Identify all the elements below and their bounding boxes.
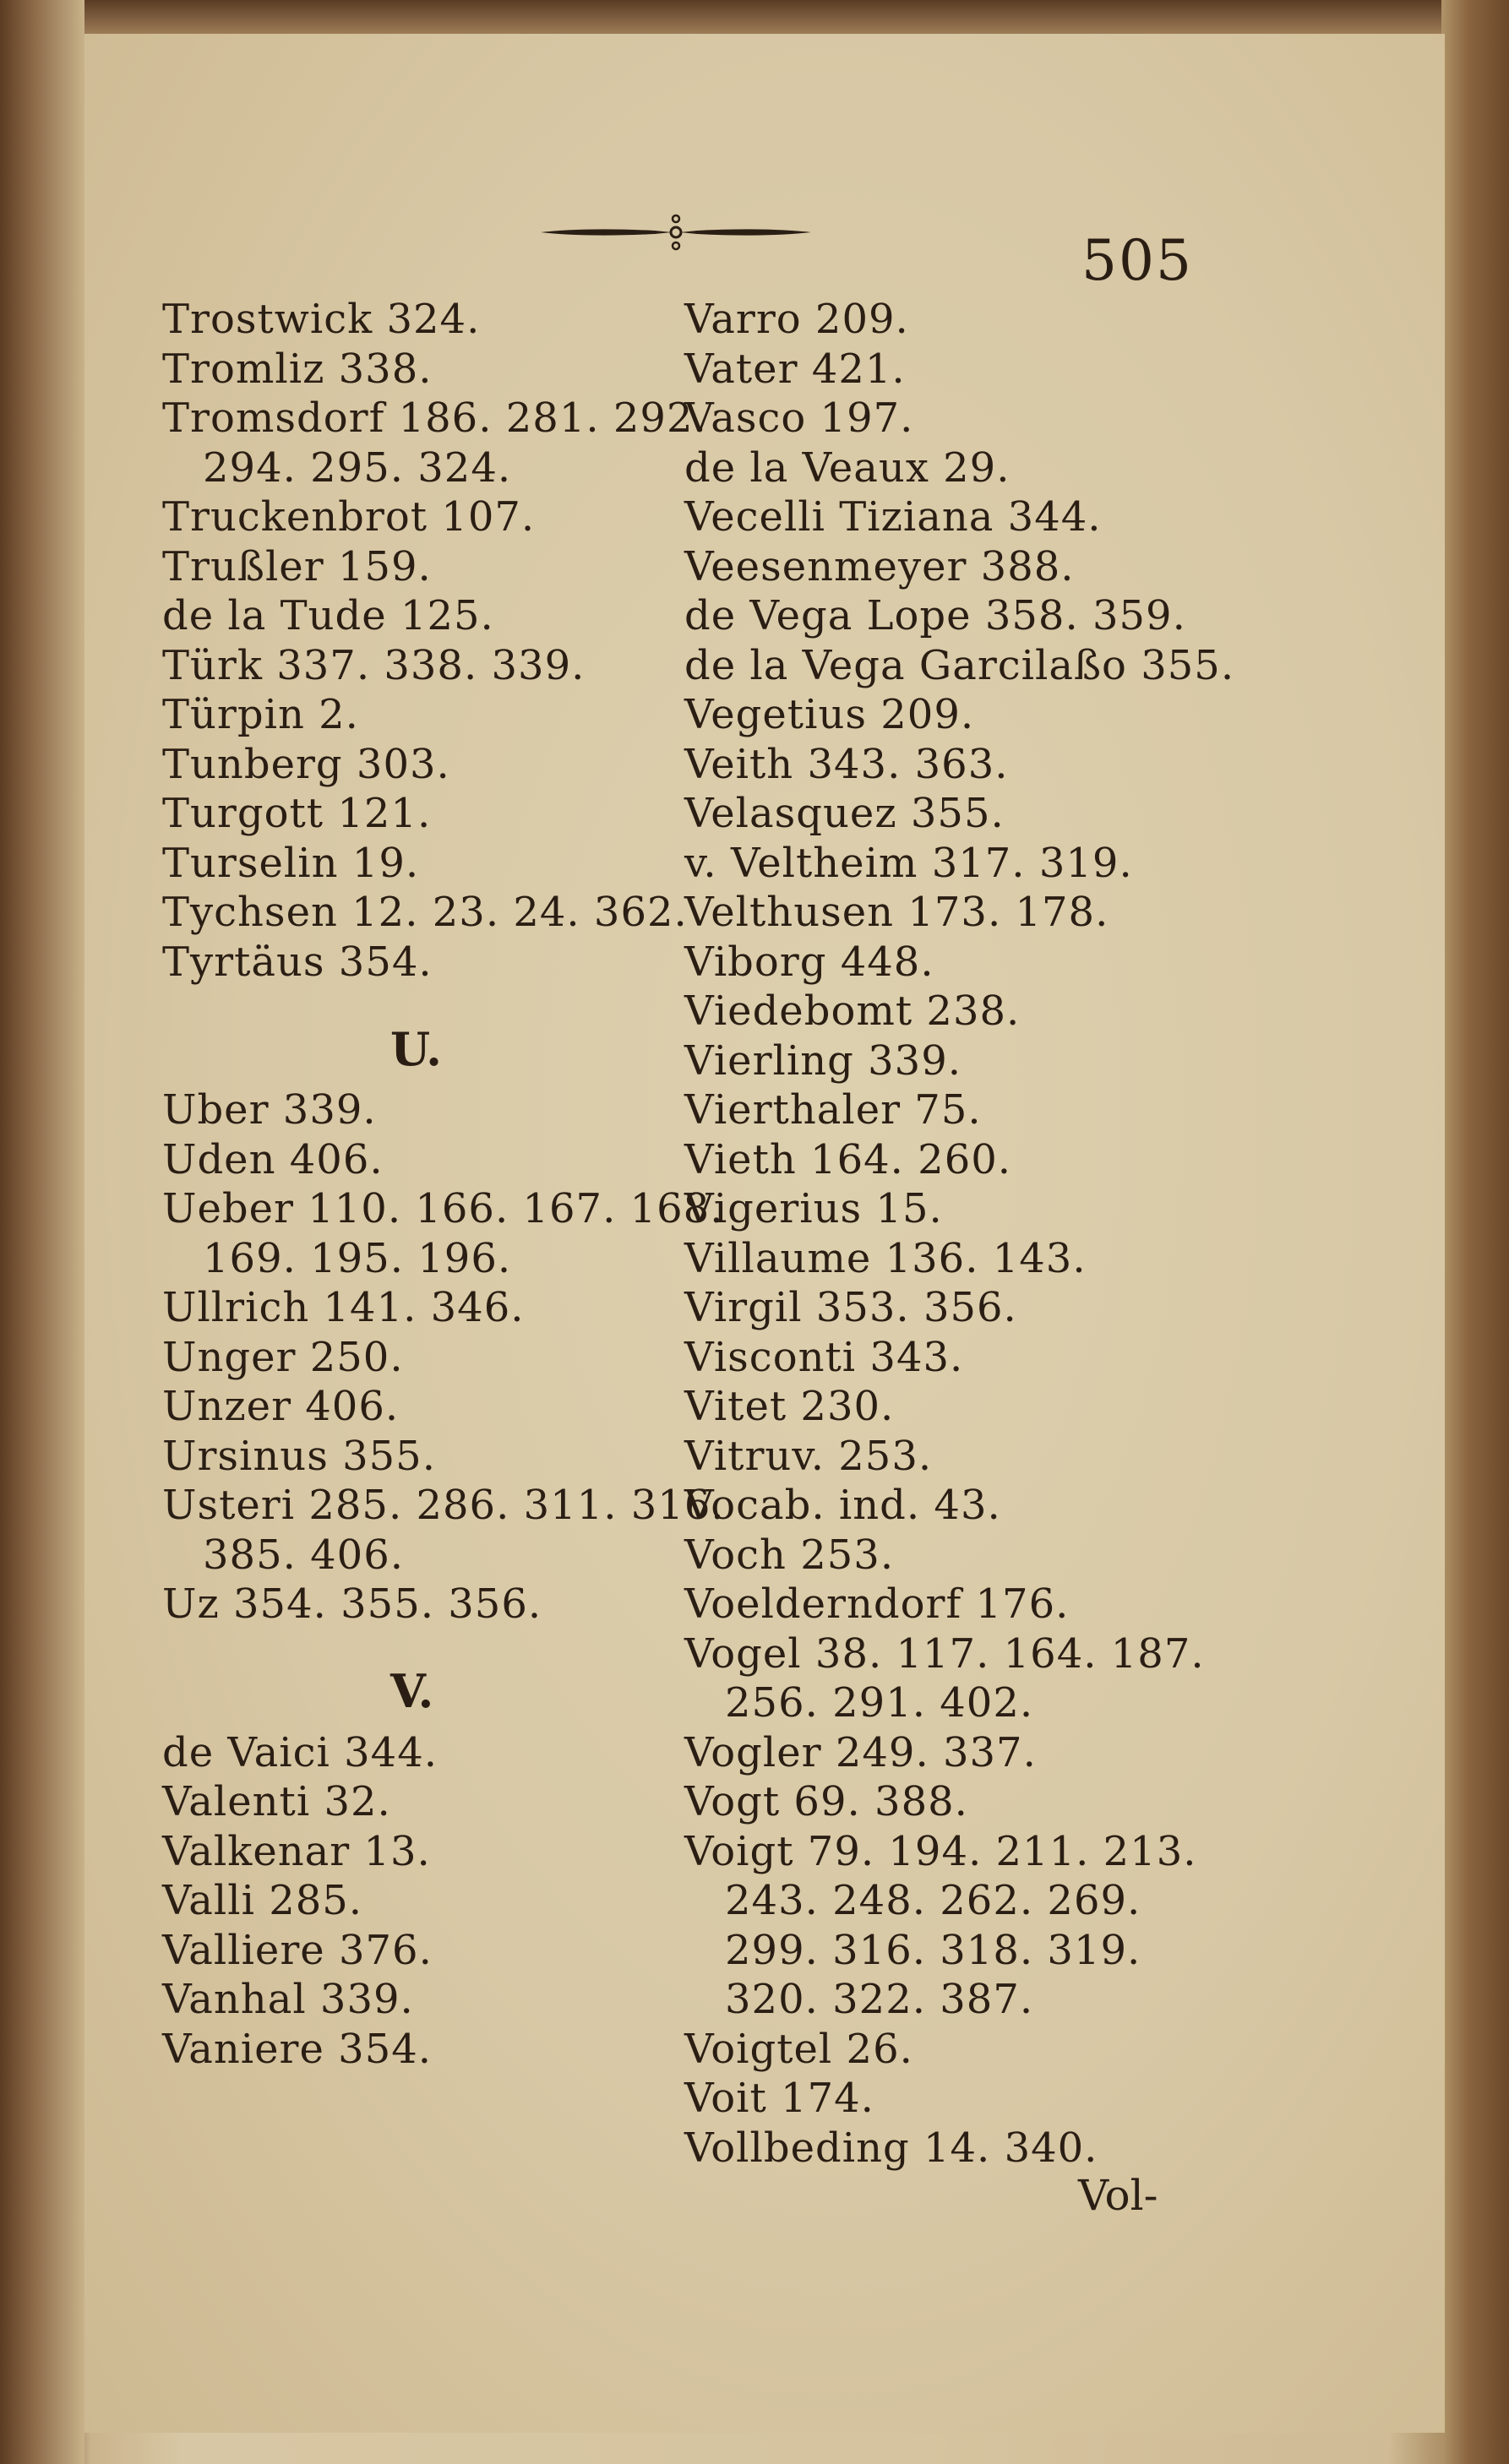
index-entry: Virgil 353. 356. xyxy=(684,1284,1017,1331)
index-entry: Türpin 2. xyxy=(162,691,359,738)
index-entry: Uz 354. 355. 356. xyxy=(162,1580,542,1628)
index-entry: Tunberg 303. xyxy=(162,740,450,788)
index-entry: Vegetius 209. xyxy=(684,691,975,738)
index-entry: Uden 406. xyxy=(162,1135,384,1183)
index-entry: Visconti 343. xyxy=(684,1333,964,1381)
index-entry: de Vaici 344. xyxy=(162,1728,438,1776)
index-entry: Uber 339. xyxy=(162,1086,377,1134)
index-entry: Vaniere 354. xyxy=(162,2025,433,2073)
index-entry: Vocab. ind. 43. xyxy=(684,1482,1001,1529)
index-entry: Viborg 448. xyxy=(684,938,934,986)
index-entry: Tromliz 338. xyxy=(162,345,433,393)
index-entry: 169. 195. 196. xyxy=(203,1234,512,1282)
index-entry: Ursinus 355. xyxy=(162,1432,436,1480)
index-entry: Vater 421. xyxy=(684,345,906,393)
section-letter-heading: V. xyxy=(390,1664,434,1719)
index-entry: de la Vega Garcilaßo 355. xyxy=(684,641,1235,689)
index-entry: Vecelli Tiziana 344. xyxy=(684,493,1102,541)
index-entry: Tyrtäus 354. xyxy=(162,938,433,986)
index-entry: Vasco 197. xyxy=(684,394,914,442)
index-entry: Vogler 249. 337. xyxy=(684,1728,1037,1776)
index-entry: Vigerius 15. xyxy=(684,1185,943,1232)
index-page xyxy=(84,34,1445,2433)
index-entry: Truckenbrot 107. xyxy=(162,493,536,541)
index-entry: Valliere 376. xyxy=(162,1926,433,1974)
index-entry: v. Veltheim 317. 319. xyxy=(684,839,1133,887)
header-ornament xyxy=(537,207,815,258)
index-entry: Viedebomt 238. xyxy=(684,987,1021,1035)
index-entry: Tromsdorf 186. 281. 292. xyxy=(162,394,707,442)
index-entry: Turgott 121. xyxy=(162,790,432,837)
section-letter-heading: U. xyxy=(390,1021,442,1076)
index-entry: Vogt 69. 388. xyxy=(684,1778,968,1825)
index-entry: Voch 253. xyxy=(684,1531,895,1579)
index-entry: Valkenar 13. xyxy=(162,1827,431,1875)
index-entry: Ueber 110. 166. 167. 168. xyxy=(162,1185,724,1232)
index-entry: de Vega Lope 358. 359. xyxy=(684,592,1186,639)
catchword: Vol- xyxy=(1078,2171,1158,2220)
index-entry: 243. 248. 262. 269. xyxy=(725,1877,1141,1924)
index-entry: Voit 174. xyxy=(684,2075,874,2122)
book-right-edge xyxy=(1441,0,1509,2464)
index-entry: Trußler 159. xyxy=(162,542,432,590)
book-spine-edge xyxy=(0,0,84,2464)
index-entry: de la Tude 125. xyxy=(162,592,494,639)
index-entry: Tychsen 12. 23. 24. 362. xyxy=(162,889,688,936)
index-entry: Trostwick 324. xyxy=(162,296,481,343)
index-entry: Velasquez 355. xyxy=(684,790,1005,837)
index-entry: Turselin 19. xyxy=(162,839,420,887)
index-entry: Unzer 406. xyxy=(162,1383,400,1430)
index-entry: Türk 337. 338. 339. xyxy=(162,641,586,689)
index-entry: Usteri 285. 286. 311. 316. xyxy=(162,1482,725,1529)
index-entry: 294. 295. 324. xyxy=(203,443,512,492)
index-entry: Vieth 164. 260. xyxy=(684,1135,1012,1183)
index-entry: Valli 285. xyxy=(162,1877,363,1924)
index-entry: Unger 250. xyxy=(162,1333,404,1381)
book-top-edge xyxy=(0,0,1509,34)
index-entry: 320. 322. 387. xyxy=(725,1976,1034,2023)
index-entry: Villaume 136. 143. xyxy=(684,1234,1087,1282)
page-number: 505 xyxy=(1081,228,1193,293)
index-entry: Varro 209. xyxy=(684,296,909,343)
index-entry: Vierthaler 75. xyxy=(684,1086,982,1134)
index-entry: Velthusen 173. 178. xyxy=(684,889,1109,936)
index-entry: Veesenmeyer 388. xyxy=(684,542,1075,590)
index-entry: Vanhal 339. xyxy=(162,1976,414,2023)
index-entry: Veith 343. 363. xyxy=(684,740,1009,788)
index-entry: Vogel 38. 117. 164. 187. xyxy=(684,1629,1205,1678)
index-entry: Voigt 79. 194. 211. 213. xyxy=(684,1827,1197,1875)
index-entry: Valenti 32. xyxy=(162,1778,391,1825)
index-entry: 385. 406. xyxy=(203,1531,405,1579)
index-entry: Vollbeding 14. 340. xyxy=(684,2124,1098,2172)
index-entry: de la Veaux 29. xyxy=(684,443,1011,492)
index-entry: Vierling 339. xyxy=(684,1036,962,1085)
index-entry: Vitruv. 253. xyxy=(684,1432,933,1480)
index-entry: 256. 291. 402. xyxy=(725,1679,1034,1727)
index-entry: Vitet 230. xyxy=(684,1383,895,1430)
index-entry: 299. 316. 318. 319. xyxy=(725,1926,1141,1974)
index-entry: Voelderndorf 176. xyxy=(684,1580,1070,1628)
index-entry: Ullrich 141. 346. xyxy=(162,1284,525,1331)
index-entry: Voigtel 26. xyxy=(684,2025,913,2073)
